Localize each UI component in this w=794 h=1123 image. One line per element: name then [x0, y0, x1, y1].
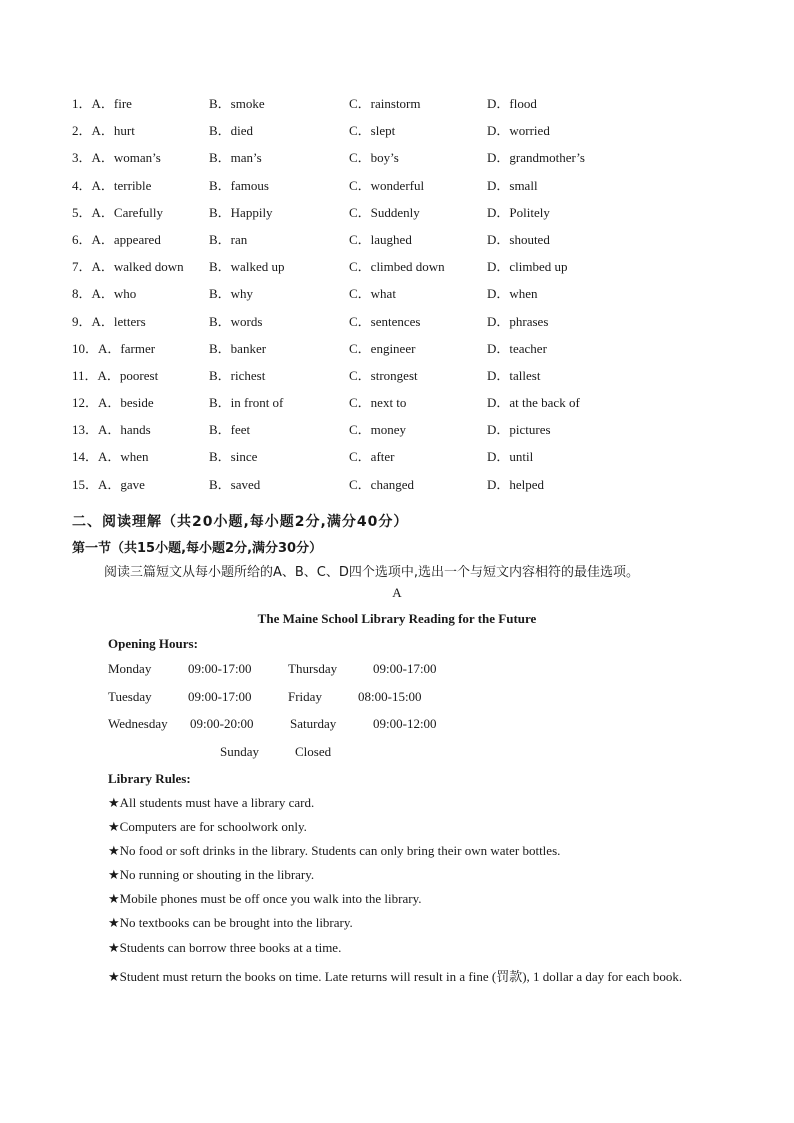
option-b: B．since [209, 449, 258, 465]
question-row [72, 367, 752, 394]
option-c: C．changed [349, 476, 414, 492]
library-rule: ★Computers are for schoolwork only. [108, 819, 307, 834]
hours-day-tuesday: Tuesday [108, 689, 152, 704]
question-row [72, 204, 752, 231]
option-a-text: A．farmer [98, 340, 156, 356]
question-number: 13． [72, 422, 99, 438]
option-c: C．climbed down [349, 259, 445, 275]
library-rule-return: ★Student must return the books on time. Late returns will result in a fine (罚款), 1 dollar a day for each book. [108, 969, 683, 984]
option-a [72, 204, 163, 222]
library-rule: ★No textbooks can be brought into the library. [108, 915, 353, 930]
hours-time-thursday: 09:00-17:00 [373, 661, 437, 676]
option-d: D．tallest [487, 367, 541, 383]
option-d: D．teacher [487, 340, 547, 356]
option-a-text: A．poorest [97, 367, 159, 383]
option-a [72, 258, 184, 276]
option-a-text: A．walked down [91, 259, 184, 275]
hours-time-sunday: Closed [295, 744, 332, 759]
option-a [72, 394, 154, 412]
option-a-text: A．appeared [91, 231, 161, 247]
library-rule: ★No food or soft drinks in the library. Students can only bring their own water bottles. [108, 843, 561, 858]
question-number: 3． [72, 150, 92, 166]
option-a-text: A．beside [98, 395, 154, 411]
question-number: 14． [72, 449, 99, 465]
option-a [72, 231, 161, 249]
option-c: C．Suddenly [349, 204, 420, 220]
library-rule: ★Mobile phones must be off once you walk into the library. [108, 891, 422, 906]
option-b: B．man’s [209, 150, 262, 166]
hours-time-monday: 09:00-17:00 [188, 661, 252, 676]
option-a [72, 340, 155, 358]
hours-time-tuesday: 09:00-17:00 [188, 689, 252, 704]
section-title: 二、阅读理解（共20小题,每小题2分,满分40分） [72, 514, 409, 530]
option-a [72, 313, 146, 331]
option-d: D．helped [487, 476, 545, 492]
hours-day-sunday: Sunday [220, 744, 259, 759]
option-d: D．until [487, 449, 534, 465]
option-c: C．slept [349, 123, 396, 139]
option-c: C．what [349, 286, 396, 302]
question-number: 2． [72, 123, 92, 139]
question-row [72, 177, 752, 204]
instruction-text: 阅读三篇短文从每小题所给的A、B、C、D四个选项中,选出一个与短文内容相符的最佳选项。 [104, 565, 640, 580]
option-a [72, 448, 149, 466]
option-c: C．after [349, 449, 395, 465]
option-d: D．pictures [487, 422, 551, 438]
question-row [72, 421, 752, 448]
library-rule: ★Students can borrow three books at a time. [108, 940, 342, 955]
hours-day-friday: Friday [288, 689, 322, 704]
option-b: B．Happily [209, 204, 273, 220]
option-c: C．sentences [349, 313, 421, 329]
question-number: 10． [72, 340, 99, 356]
option-d: D．flood [487, 96, 537, 111]
option-c: C．boy’s [349, 150, 399, 166]
option-a [72, 421, 151, 439]
hours-time-wednesday: 09:00-20:00 [190, 716, 254, 731]
option-a-text: A．woman’s [91, 150, 161, 166]
question-number: 15． [72, 476, 99, 492]
option-d: D．climbed up [487, 259, 568, 275]
option-a-text: A．who [91, 286, 137, 302]
option-a-text: A．letters [91, 313, 146, 329]
option-c: C．laughed [349, 231, 412, 247]
option-b: B．ran [209, 231, 248, 247]
option-a-text: A．fire [91, 96, 132, 111]
question-row [72, 394, 752, 421]
question-row [72, 448, 752, 475]
hours-day-wednesday: Wednesday [108, 716, 168, 731]
option-b: B．died [209, 123, 254, 139]
passage-title: The Maine School Library Reading for the Future [257, 611, 537, 626]
option-b: B．in front of [209, 395, 284, 411]
option-b: B．famous [209, 177, 269, 193]
question-number: 6． [72, 231, 92, 247]
option-a [72, 367, 158, 385]
option-c: C．wonderful [349, 177, 425, 193]
question-row [72, 313, 752, 340]
option-b: B．saved [209, 476, 261, 492]
question-row [72, 476, 752, 503]
question-number: 8． [72, 286, 92, 302]
option-d: D．at the back of [487, 395, 580, 411]
option-a-text: A．Carefully [91, 204, 163, 220]
library-rules-heading: Library Rules: [108, 771, 191, 786]
option-a-text: A．when [98, 449, 149, 465]
library-rule: ★All students must have a library card. [108, 795, 315, 810]
opening-hours-heading: Opening Hours: [108, 636, 198, 651]
subsection-title: 第一节（共15小题,每小题2分,满分30分） [72, 541, 323, 556]
option-a [72, 122, 135, 140]
option-a [72, 476, 145, 494]
option-d: D．when [487, 286, 538, 302]
option-d: D．worried [487, 123, 550, 139]
option-c: C．money [349, 422, 407, 438]
option-c: C．engineer [349, 340, 416, 356]
option-a [72, 177, 151, 195]
option-a [72, 149, 161, 167]
hours-day-thursday: Thursday [288, 661, 338, 676]
question-number: 9． [72, 313, 92, 329]
question-number: 11． [72, 367, 98, 383]
option-b: B．smoke [209, 96, 265, 111]
option-a [72, 285, 136, 303]
option-a-text: A．terrible [91, 177, 152, 193]
question-row [72, 122, 752, 149]
hours-time-friday: 08:00-15:00 [358, 689, 422, 704]
option-b: B．walked up [209, 259, 285, 275]
question-row [72, 258, 752, 285]
question-number: 12． [72, 395, 99, 411]
option-a [72, 95, 132, 113]
library-rule: ★No running or shouting in the library. [108, 867, 315, 882]
option-c: C．next to [349, 395, 407, 411]
hours-day-monday: Monday [108, 661, 152, 676]
option-c: C．rainstorm [349, 96, 421, 111]
option-a-text: A．hurt [91, 123, 135, 139]
option-b: B．banker [209, 340, 267, 356]
question-row [72, 231, 752, 258]
option-d: D．small [487, 177, 538, 193]
question-number: 7． [72, 259, 92, 275]
question-row [72, 340, 752, 367]
question-row [72, 95, 752, 122]
option-d: D．Politely [487, 204, 550, 220]
option-d: D．phrases [487, 313, 549, 329]
hours-day-saturday: Saturday [290, 716, 337, 731]
question-number: 4． [72, 177, 92, 193]
option-list [72, 95, 752, 503]
option-d: D．shouted [487, 231, 550, 247]
option-b: B．why [209, 286, 254, 302]
option-c: C．strongest [349, 367, 418, 383]
question-number: 5． [72, 204, 92, 220]
option-a-text: A．gave [98, 476, 145, 492]
question-number: 1． [72, 96, 92, 111]
hours-time-saturday: 09:00-12:00 [373, 716, 437, 731]
question-row [72, 285, 752, 312]
option-b: B．words [209, 313, 263, 329]
option-a-text: A．hands [98, 422, 151, 438]
option-d: D．grandmother’s [487, 150, 585, 166]
option-b: B．richest [209, 367, 266, 383]
passage-letter: A [392, 585, 402, 600]
option-b: B．feet [209, 422, 251, 438]
question-row [72, 149, 752, 176]
